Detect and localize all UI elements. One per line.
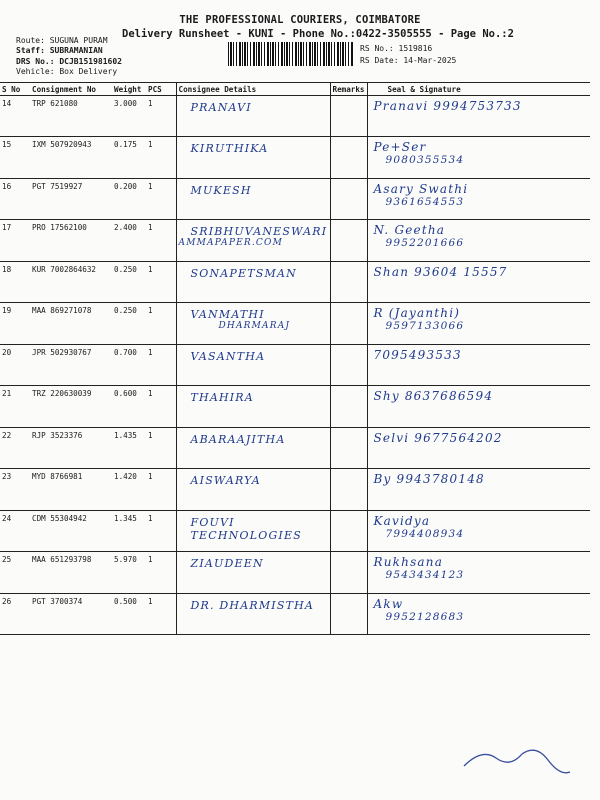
row-remarks [330, 262, 367, 303]
table-row [0, 262, 590, 303]
vehicle-line: Vehicle: Box Delivery [16, 67, 118, 76]
row-weight: 5.970 [112, 552, 146, 594]
row-pcs: 1 [146, 552, 176, 594]
row-consignee [176, 96, 330, 137]
row-consignment: IXM 507920943 [30, 137, 112, 179]
signature-text: Selvi 9677564202 [373, 431, 503, 445]
table-row [0, 303, 590, 345]
row-weight: 0.200 [112, 179, 146, 220]
row-signature [367, 552, 590, 594]
header-left [16, 36, 122, 77]
staff-line: Staff: SUBRAMANIAN [16, 46, 103, 55]
runsheet-title: Delivery Runsheet - KUNI - Phone No.:0422-3505555 - Page No.:2 [122, 28, 514, 40]
row-weight: 0.175 [112, 137, 146, 179]
table-row [0, 386, 590, 428]
rs-date: RS Date: 14-Mar-2025 [360, 56, 457, 65]
signature-text: R (Jayanthi) [373, 306, 461, 320]
row-consignment: TRP 621080 [30, 96, 112, 137]
row-consignment: MYD 8766981 [30, 469, 112, 511]
row-pcs: 1 [146, 303, 176, 345]
row-pcs: 1 [146, 386, 176, 428]
drs-line [16, 57, 122, 67]
col-remarks: Remarks [330, 83, 367, 96]
row-weight: 1.420 [112, 469, 146, 511]
row-remarks [330, 428, 367, 469]
row-signature [367, 428, 590, 469]
row-consignee [176, 428, 330, 469]
signature-text: Akw [373, 597, 404, 611]
row-remarks [330, 552, 367, 594]
row-pcs: 1 [146, 137, 176, 179]
row-remarks [330, 345, 367, 386]
drs-label: DRS No.: [16, 57, 55, 66]
row-pcs: 1 [146, 96, 176, 137]
row-consignee [176, 179, 330, 220]
signature-phone: 9597133066 [385, 320, 465, 332]
signature-text: 7095493533 [373, 348, 462, 362]
row-signature [367, 96, 590, 137]
row-sno: 17 [0, 220, 30, 262]
row-weight: 0.250 [112, 303, 146, 345]
row-consignment: PGT 7519927 [30, 179, 112, 220]
row-signature [367, 386, 590, 428]
consignee-name: SONAPETSMAN [190, 267, 297, 280]
consignee-name: VASANTHA [190, 350, 266, 363]
row-weight: 0.250 [112, 262, 146, 303]
row-consignment: RJP 3523376 [30, 428, 112, 469]
col-sno: S No [0, 83, 30, 96]
table-row [0, 179, 590, 220]
row-weight: 0.700 [112, 345, 146, 386]
barcode [228, 42, 354, 66]
table-header-row [0, 83, 590, 96]
row-signature [367, 511, 590, 552]
row-pcs: 1 [146, 511, 176, 552]
row-remarks [330, 96, 367, 137]
row-sno: 15 [0, 137, 30, 179]
row-sno: 19 [0, 303, 30, 345]
consignee-name-line2: DHARMARAJ [218, 321, 291, 331]
row-weight: 3.000 [112, 96, 146, 137]
row-sno: 24 [0, 511, 30, 552]
table-row [0, 511, 590, 552]
row-signature [367, 262, 590, 303]
row-pcs: 1 [146, 262, 176, 303]
table-row [0, 552, 590, 594]
row-consignee [176, 137, 330, 179]
row-consignment: JPR 502930767 [30, 345, 112, 386]
signature-text: Pranavi 9994753733 [373, 99, 522, 113]
row-remarks [330, 220, 367, 262]
signature-phone: 7994408934 [385, 528, 465, 540]
table-row [0, 137, 590, 179]
consignee-name: PRANAVI [190, 101, 252, 114]
signature-text: Shy 8637686594 [373, 389, 494, 403]
table-row [0, 428, 590, 469]
row-remarks [330, 179, 367, 220]
row-sno: 18 [0, 262, 30, 303]
row-remarks [330, 594, 367, 635]
row-signature [367, 179, 590, 220]
signature-phone: 9543434123 [385, 569, 465, 581]
row-weight: 2.400 [112, 220, 146, 262]
row-pcs: 1 [146, 594, 176, 635]
row-sno: 22 [0, 428, 30, 469]
row-signature [367, 469, 590, 511]
table-row [0, 220, 590, 262]
table-body [0, 96, 590, 635]
table-row [0, 469, 590, 511]
consignee-name: ABARAAJITHA [190, 433, 286, 446]
row-weight: 1.345 [112, 511, 146, 552]
col-consignment: Consignment No [30, 83, 112, 96]
row-signature [367, 220, 590, 262]
row-remarks [330, 137, 367, 179]
route-line: Route: SUGUNA PURAM [16, 36, 108, 45]
signature-phone: 9952201666 [385, 237, 465, 249]
row-sno: 16 [0, 179, 30, 220]
signature-text: Shan 93604 15557 [373, 265, 508, 279]
row-consignee [176, 511, 330, 552]
signature-text: Asary Swathi [373, 182, 469, 196]
row-consignment: CDM 55304942 [30, 511, 112, 552]
table-row [0, 96, 590, 137]
row-sno: 21 [0, 386, 30, 428]
row-consignee [176, 220, 330, 262]
row-consignee [176, 262, 330, 303]
signature-text: Kavidya [373, 514, 431, 528]
consignee-name: MUKESH [190, 184, 252, 197]
row-consignee [176, 594, 330, 635]
consignee-name: KIRUTHIKA [190, 142, 269, 155]
row-pcs: 1 [146, 428, 176, 469]
col-consignee: Consignee Details [176, 83, 330, 96]
consignee-name: ZIAUDEEN [190, 557, 264, 570]
row-sno: 26 [0, 594, 30, 635]
row-weight: 0.600 [112, 386, 146, 428]
row-sno: 14 [0, 96, 30, 137]
consignee-name: SRIBHUVANESWARI [190, 225, 328, 238]
row-signature [367, 137, 590, 179]
consignee-name: AISWARYA [190, 474, 261, 487]
consignee-name-line2: AMMAPAPER.COM [178, 238, 284, 248]
row-remarks [330, 469, 367, 511]
col-signature: Seal & Signature [367, 83, 590, 96]
row-sno: 20 [0, 345, 30, 386]
row-consignee [176, 303, 330, 345]
row-pcs: 1 [146, 345, 176, 386]
row-pcs: 1 [146, 220, 176, 262]
company-title: THE PROFESSIONAL COURIERS, COIMBATORE [179, 14, 421, 26]
consignee-name: VANMATHI [190, 308, 265, 321]
col-weight: Weight [112, 83, 146, 96]
row-remarks [330, 386, 367, 428]
row-signature [367, 594, 590, 635]
row-signature [367, 345, 590, 386]
row-consignee [176, 469, 330, 511]
runsheet-table [0, 82, 590, 635]
row-consignment: TRZ 220630039 [30, 386, 112, 428]
signature-text: Rukhsana [373, 555, 444, 569]
consignee-name: FOUVI TECHNOLOGIES [190, 516, 302, 542]
row-weight: 0.500 [112, 594, 146, 635]
signature-text: N. Geetha [373, 223, 446, 237]
row-pcs: 1 [146, 469, 176, 511]
consignee-name: THAHIRA [190, 391, 254, 404]
signature-text: By 9943780148 [373, 472, 485, 486]
signature-phone: 9952128683 [385, 611, 465, 623]
row-weight: 1.435 [112, 428, 146, 469]
header-right [360, 44, 456, 66]
row-signature [367, 303, 590, 345]
row-consignment: MAA 869271078 [30, 303, 112, 345]
row-pcs: 1 [146, 179, 176, 220]
row-consignment: KUR 7002864632 [30, 262, 112, 303]
row-consignee [176, 386, 330, 428]
row-consignment: MAA 651293798 [30, 552, 112, 594]
row-consignment: PRO 17562100 [30, 220, 112, 262]
row-sno: 23 [0, 469, 30, 511]
drs-value: DCJB151981602 [59, 57, 122, 66]
table-row [0, 594, 590, 635]
rs-no: RS No.: 1519816 [360, 44, 433, 53]
row-consignee [176, 345, 330, 386]
consignee-name: DR. DHARMISTHA [190, 599, 315, 612]
signature-text: Pe+Ser [373, 140, 427, 154]
row-remarks [330, 511, 367, 552]
pen-scribble [462, 738, 572, 778]
signature-phone: 9361654553 [385, 196, 465, 208]
signature-phone: 9080355534 [385, 154, 465, 166]
row-consignee [176, 552, 330, 594]
row-sno: 25 [0, 552, 30, 594]
row-remarks [330, 303, 367, 345]
col-pcs: PCS [146, 83, 176, 96]
table-row [0, 345, 590, 386]
row-consignment: PGT 3700374 [30, 594, 112, 635]
